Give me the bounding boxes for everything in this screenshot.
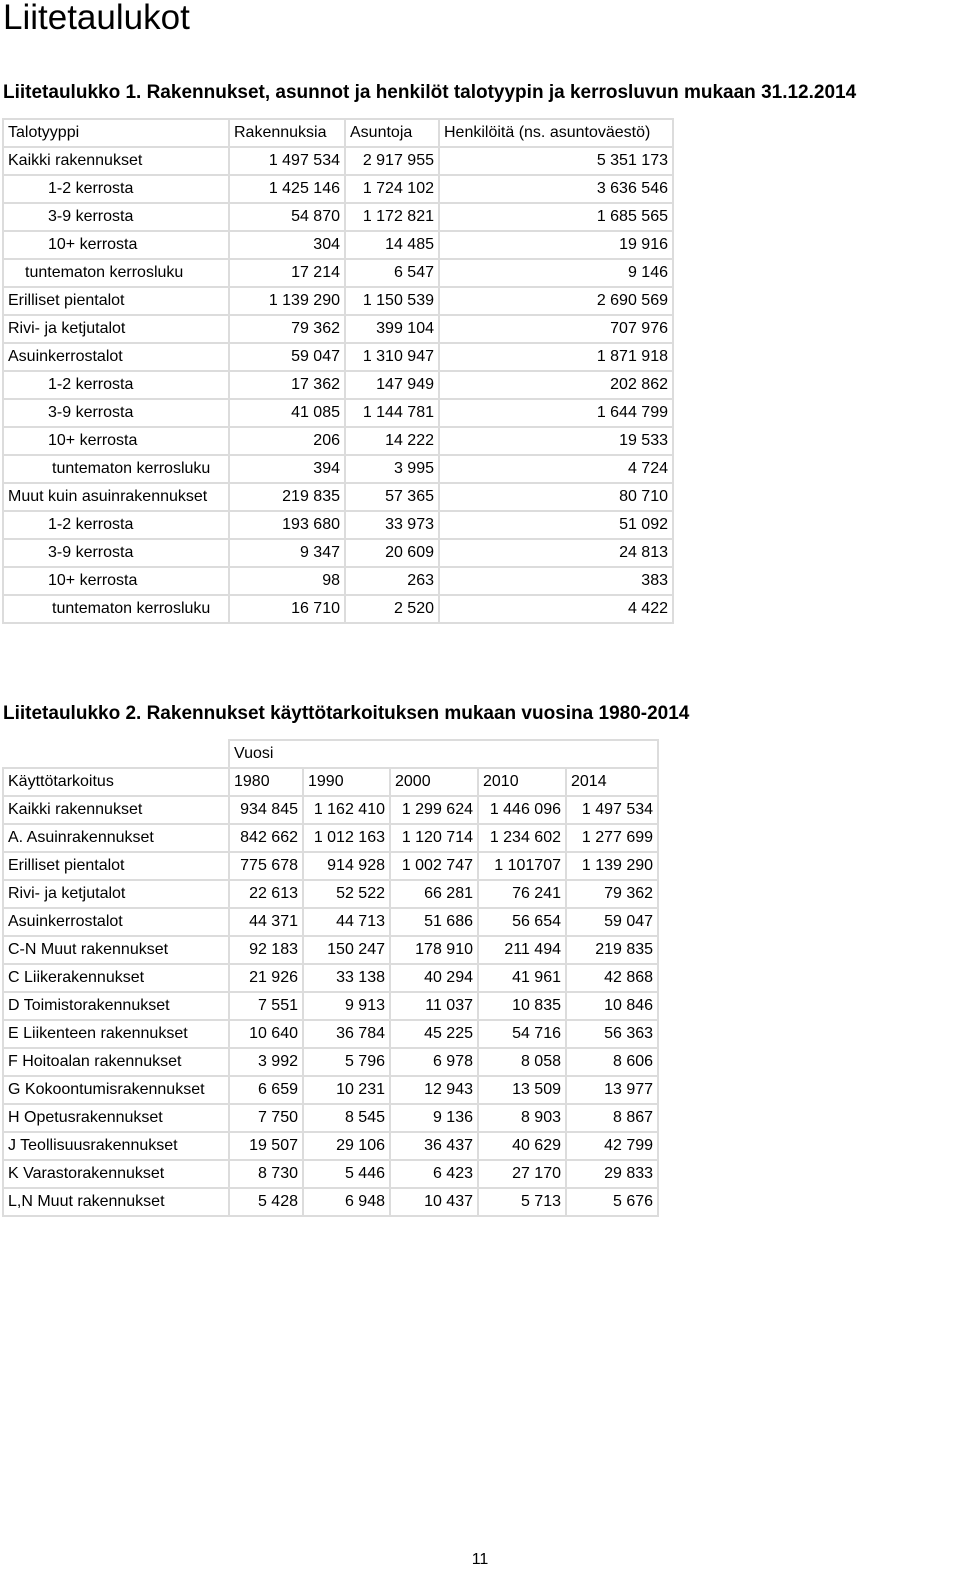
table-cell: 1 162 410 (303, 796, 390, 824)
table-cell: 1 150 539 (345, 287, 439, 315)
table-cell: 3 992 (229, 1048, 303, 1076)
table-row (3, 315, 673, 343)
table-cell: 4 422 (439, 595, 673, 623)
table-cell: 5 351 173 (439, 147, 673, 175)
table-cell: 9 136 (390, 1104, 478, 1132)
table-row (3, 1188, 658, 1216)
row-label: L,N Muut rakennukset (3, 1188, 229, 1216)
table-cell: 17 214 (229, 259, 345, 287)
table-cell: 1 644 799 (439, 399, 673, 427)
table-cell: 8 867 (566, 1104, 658, 1132)
table-cell: 76 241 (478, 880, 566, 908)
table2-year-group-row (3, 740, 658, 768)
row-label: tuntematon kerrosluku (3, 259, 229, 287)
table-row (3, 880, 658, 908)
table-cell: 21 926 (229, 964, 303, 992)
table-cell: 59 047 (566, 908, 658, 936)
table-cell: 7 551 (229, 992, 303, 1020)
row-label: C-N Muut rakennukset (3, 936, 229, 964)
table-cell: 399 104 (345, 315, 439, 343)
table-cell: 147 949 (345, 371, 439, 399)
table-cell: 51 686 (390, 908, 478, 936)
row-label: G Kokoontumisrakennukset (3, 1076, 229, 1104)
table1-header-cell: Talotyyppi (3, 119, 229, 147)
row-label: C Liikerakennukset (3, 964, 229, 992)
table-cell: 41 085 (229, 399, 345, 427)
row-label: Asuinkerrostalot (3, 343, 229, 371)
table-cell: 1 101707 (478, 852, 566, 880)
table-cell: 16 710 (229, 595, 345, 623)
table-cell: 1 012 163 (303, 824, 390, 852)
row-label: Rivi- ja ketjutalot (3, 315, 229, 343)
table-cell: 1 277 699 (566, 824, 658, 852)
table-cell: 44 371 (229, 908, 303, 936)
table-cell: 41 961 (478, 964, 566, 992)
table-cell: 8 606 (566, 1048, 658, 1076)
table-cell: 2 520 (345, 595, 439, 623)
table-cell: 304 (229, 231, 345, 259)
table-row (3, 455, 673, 483)
table-cell: 98 (229, 567, 345, 595)
table-cell: 6 948 (303, 1188, 390, 1216)
table-cell: 1 234 602 (478, 824, 566, 852)
table-cell: 80 710 (439, 483, 673, 511)
table-cell: 33 973 (345, 511, 439, 539)
table-row (3, 567, 673, 595)
table-cell: 42 799 (566, 1132, 658, 1160)
table-cell: 36 784 (303, 1020, 390, 1048)
table-cell: 14 485 (345, 231, 439, 259)
table1-header-cell: Rakennuksia (229, 119, 345, 147)
row-label: 10+ kerrosta (3, 567, 229, 595)
row-label: K Varastorakennukset (3, 1160, 229, 1188)
table-cell: 6 978 (390, 1048, 478, 1076)
row-label: tuntematon kerrosluku (3, 595, 229, 623)
table-row (3, 936, 658, 964)
table-cell: 8 730 (229, 1160, 303, 1188)
table1-header-cell: Henkilöitä (ns. asuntoväestö) (439, 119, 673, 147)
row-label: Asuinkerrostalot (3, 908, 229, 936)
table-cell: 1 002 747 (390, 852, 478, 880)
row-label: 1-2 kerrosta (3, 175, 229, 203)
table-cell: 19 916 (439, 231, 673, 259)
table-cell: 1 497 534 (566, 796, 658, 824)
table-row (3, 964, 658, 992)
table-cell: 20 609 (345, 539, 439, 567)
row-label: Muut kuin asuinrakennukset (3, 483, 229, 511)
table-cell: 211 494 (478, 936, 566, 964)
table-cell: 9 913 (303, 992, 390, 1020)
table-cell: 1 685 565 (439, 203, 673, 231)
table-cell: 1 724 102 (345, 175, 439, 203)
table-cell: 1 139 290 (566, 852, 658, 880)
table-cell: 6 423 (390, 1160, 478, 1188)
table-cell: 40 629 (478, 1132, 566, 1160)
table2-corner-cell (3, 740, 229, 768)
row-label: 1-2 kerrosta (3, 371, 229, 399)
table-cell: 1 299 624 (390, 796, 478, 824)
table-cell: 1 871 918 (439, 343, 673, 371)
table-cell: 263 (345, 567, 439, 595)
table-cell: 8 903 (478, 1104, 566, 1132)
table-row (3, 483, 673, 511)
table-cell: 2 690 569 (439, 287, 673, 315)
table-cell: 10 437 (390, 1188, 478, 1216)
row-label: Rivi- ja ketjutalot (3, 880, 229, 908)
table-cell: 193 680 (229, 511, 345, 539)
table-cell: 842 662 (229, 824, 303, 852)
table-cell: 3 636 546 (439, 175, 673, 203)
table-cell: 206 (229, 427, 345, 455)
table2-header-cell: Käyttötarkoitus (3, 768, 229, 796)
page-title: Liitetaulukot (3, 0, 190, 37)
table-cell: 219 835 (229, 483, 345, 511)
table-cell: 7 750 (229, 1104, 303, 1132)
table-cell: 56 654 (478, 908, 566, 936)
row-label: E Liikenteen rakennukset (3, 1020, 229, 1048)
table-row (3, 992, 658, 1020)
table-cell: 19 507 (229, 1132, 303, 1160)
table-cell: 59 047 (229, 343, 345, 371)
table-cell: 11 037 (390, 992, 478, 1020)
table-cell: 383 (439, 567, 673, 595)
row-label: Kaikki rakennukset (3, 796, 229, 824)
table-cell: 14 222 (345, 427, 439, 455)
row-label: 1-2 kerrosta (3, 511, 229, 539)
table-cell: 54 716 (478, 1020, 566, 1048)
table2-header-cell: 2000 (390, 768, 478, 796)
table-row (3, 343, 673, 371)
table2-header-cell: 1990 (303, 768, 390, 796)
table-cell: 66 281 (390, 880, 478, 908)
table-row (3, 287, 673, 315)
table-row (3, 852, 658, 880)
table-cell: 707 976 (439, 315, 673, 343)
row-label: F Hoitoalan rakennukset (3, 1048, 229, 1076)
table-cell: 6 659 (229, 1076, 303, 1104)
table2-caption: Liitetaulukko 2. Rakennukset käyttötarkoituksen mukaan vuosina 1980-2014 (3, 703, 690, 724)
table-cell: 5 676 (566, 1188, 658, 1216)
table2 (2, 739, 659, 1217)
table-cell: 42 868 (566, 964, 658, 992)
table-row (3, 399, 673, 427)
table-cell: 5 796 (303, 1048, 390, 1076)
table2-header-cell: 1980 (229, 768, 303, 796)
table-cell: 12 943 (390, 1076, 478, 1104)
table-cell: 10 835 (478, 992, 566, 1020)
row-label: D Toimistorakennukset (3, 992, 229, 1020)
table-cell: 6 547 (345, 259, 439, 287)
row-label: A. Asuinrakennukset (3, 824, 229, 852)
table-cell: 44 713 (303, 908, 390, 936)
table-cell: 24 813 (439, 539, 673, 567)
table-cell: 9 146 (439, 259, 673, 287)
table-cell: 4 724 (439, 455, 673, 483)
table-cell: 33 138 (303, 964, 390, 992)
row-label: Erilliset pientalot (3, 287, 229, 315)
table-row (3, 1160, 658, 1188)
row-label: 3-9 kerrosta (3, 399, 229, 427)
table-cell: 8 058 (478, 1048, 566, 1076)
row-label: Erilliset pientalot (3, 852, 229, 880)
table-row (3, 824, 658, 852)
table-cell: 9 347 (229, 539, 345, 567)
table-cell: 1 497 534 (229, 147, 345, 175)
table-cell: 13 509 (478, 1076, 566, 1104)
table2-header-cell: 2014 (566, 768, 658, 796)
table-cell: 79 362 (229, 315, 345, 343)
table-row (3, 1132, 658, 1160)
table-cell: 1 139 290 (229, 287, 345, 315)
table-row (3, 231, 673, 259)
table-cell: 150 247 (303, 936, 390, 964)
table-row (3, 147, 673, 175)
table-row (3, 203, 673, 231)
table-cell: 219 835 (566, 936, 658, 964)
table-row (3, 1020, 658, 1048)
table-cell: 79 362 (566, 880, 658, 908)
table-cell: 1 446 096 (478, 796, 566, 824)
table-cell: 10 846 (566, 992, 658, 1020)
table-row (3, 595, 673, 623)
table-cell: 5 428 (229, 1188, 303, 1216)
table-cell: 19 533 (439, 427, 673, 455)
table2-header-cell: 2010 (478, 768, 566, 796)
table-cell: 22 613 (229, 880, 303, 908)
table-cell: 394 (229, 455, 345, 483)
table-row (3, 1048, 658, 1076)
table-cell: 13 977 (566, 1076, 658, 1104)
page-number: 11 (471, 1551, 489, 1568)
table-cell: 775 678 (229, 852, 303, 880)
table-cell: 92 183 (229, 936, 303, 964)
table-cell: 36 437 (390, 1132, 478, 1160)
table-row (3, 371, 673, 399)
table-cell: 1 120 714 (390, 824, 478, 852)
row-label: 10+ kerrosta (3, 231, 229, 259)
table-cell: 10 640 (229, 1020, 303, 1048)
table-row (3, 1076, 658, 1104)
table-row (3, 908, 658, 936)
table-cell: 202 862 (439, 371, 673, 399)
table-cell: 1 172 821 (345, 203, 439, 231)
table-cell: 5 446 (303, 1160, 390, 1188)
year-group-label: Vuosi (229, 740, 658, 768)
table-cell: 934 845 (229, 796, 303, 824)
row-label: tuntematon kerrosluku (3, 455, 229, 483)
table-cell: 178 910 (390, 936, 478, 964)
table-cell: 45 225 (390, 1020, 478, 1048)
table1-caption: Liitetaulukko 1. Rakennukset, asunnot ja henkilöt talotyypin ja kerrosluvun mukaan 31.12.2014 (3, 82, 857, 103)
table-row (3, 427, 673, 455)
row-label: Kaikki rakennukset (3, 147, 229, 175)
table-cell: 57 365 (345, 483, 439, 511)
table-cell: 1 310 947 (345, 343, 439, 371)
row-label: 3-9 kerrosta (3, 203, 229, 231)
table-cell: 1 425 146 (229, 175, 345, 203)
table-cell: 3 995 (345, 455, 439, 483)
table-row (3, 175, 673, 203)
table1-header-cell: Asuntoja (345, 119, 439, 147)
table-cell: 54 870 (229, 203, 345, 231)
table-cell: 914 928 (303, 852, 390, 880)
table-cell: 29 106 (303, 1132, 390, 1160)
table-cell: 10 231 (303, 1076, 390, 1104)
table1-header-row (3, 119, 673, 147)
table-cell: 56 363 (566, 1020, 658, 1048)
table-cell: 17 362 (229, 371, 345, 399)
table1 (2, 118, 674, 624)
row-label: 10+ kerrosta (3, 427, 229, 455)
table-row (3, 539, 673, 567)
table-cell: 5 713 (478, 1188, 566, 1216)
table-row (3, 1104, 658, 1132)
table-row (3, 796, 658, 824)
table-cell: 52 522 (303, 880, 390, 908)
table-cell: 29 833 (566, 1160, 658, 1188)
table-cell: 1 144 781 (345, 399, 439, 427)
table-cell: 8 545 (303, 1104, 390, 1132)
table-cell: 51 092 (439, 511, 673, 539)
row-label: J Teollisuusrakennukset (3, 1132, 229, 1160)
row-label: 3-9 kerrosta (3, 539, 229, 567)
table-row (3, 259, 673, 287)
table-cell: 2 917 955 (345, 147, 439, 175)
table-cell: 40 294 (390, 964, 478, 992)
table-row (3, 511, 673, 539)
row-label: H Opetusrakennukset (3, 1104, 229, 1132)
table2-header-row (3, 768, 658, 796)
table-cell: 27 170 (478, 1160, 566, 1188)
